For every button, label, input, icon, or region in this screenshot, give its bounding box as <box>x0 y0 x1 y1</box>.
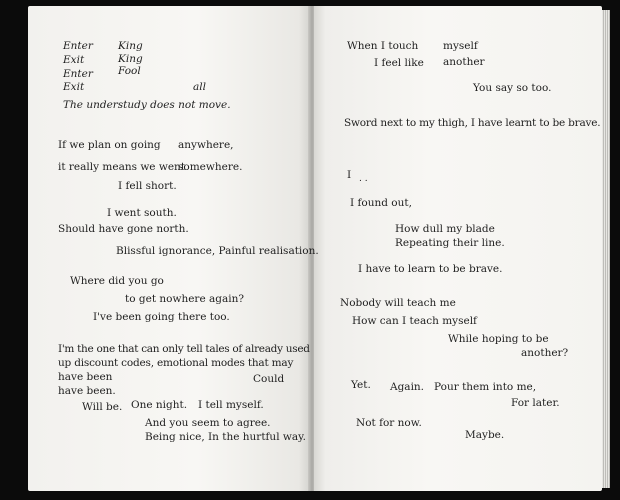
poem-line: have been <box>58 371 113 383</box>
poem-line: I fell short. <box>118 180 177 192</box>
poem-line: If we plan on going <box>58 139 161 151</box>
poem-line: Repeating their line. <box>395 237 505 249</box>
poem-line: Again. <box>390 381 425 393</box>
poem-line: Sword next to my thigh, I have learnt to be brave. <box>344 117 601 129</box>
poem-line: King <box>118 40 143 52</box>
poem-line: You say so too. <box>473 82 552 94</box>
poem-line: Should have gone north. <box>58 223 189 235</box>
poem-line: Pour them into me, <box>434 381 537 393</box>
poem-line: another <box>443 56 485 68</box>
poem-line: I found out, <box>350 197 412 209</box>
poem-line: Yet. <box>351 379 371 391</box>
poem-line: I've been going there too. <box>93 311 230 323</box>
poem-line: Exit <box>63 81 85 93</box>
poem-line: Being nice, In the hurtful way. <box>145 431 307 443</box>
poem-line: Will be. <box>82 401 123 413</box>
poem-line: The understudy does not move. <box>63 99 231 111</box>
poem-line: I'm the one that can only tell tales of already used <box>58 343 310 355</box>
poem-line: all <box>193 81 206 93</box>
poem-line: I have to learn to be brave. <box>358 263 503 275</box>
poem-line: have been. <box>58 385 116 397</box>
poem-line: Blissful ignorance, Painful realisation. <box>116 245 319 257</box>
poem-line: somewhere. <box>178 161 243 173</box>
poem-line: While hoping to be <box>448 333 549 345</box>
poem-line: I <box>347 169 352 181</box>
poem-line: Exit <box>63 54 85 66</box>
poem-line: For later. <box>511 397 560 409</box>
poem-line: . . <box>359 174 368 184</box>
poem-line: Maybe. <box>465 429 505 441</box>
poem-line: King <box>118 53 143 65</box>
poem-line: When I touch <box>347 40 419 52</box>
poem-line: Nobody will teach me <box>340 297 456 309</box>
poem-line: up discount codes, emotional modes that may <box>58 357 294 369</box>
poem-line: Not for now. <box>356 417 422 429</box>
poem-line: Enter <box>63 68 93 80</box>
poem-line: myself <box>443 40 478 52</box>
poem-line: I tell myself. <box>198 399 264 411</box>
poem-line: Fool <box>118 65 141 77</box>
poem-line: Could <box>253 373 285 385</box>
poem-line: anywhere, <box>178 139 234 151</box>
poem-line: it really means we went <box>58 161 186 173</box>
poem-line: I feel like <box>374 57 424 69</box>
poem-line: I went south. <box>107 207 177 219</box>
poem-line: One night. <box>131 399 188 411</box>
poem-line: And you seem to agree. <box>145 417 271 429</box>
poem-line: to get nowhere again? <box>125 293 244 305</box>
poem-line: Enter <box>63 40 93 52</box>
poem-line: another? <box>521 347 569 359</box>
poem-line: How dull my blade <box>395 223 495 235</box>
poem-line: Where did you go <box>70 275 164 287</box>
poem-line: How can I teach myself <box>352 315 477 327</box>
page-edges <box>602 10 610 488</box>
